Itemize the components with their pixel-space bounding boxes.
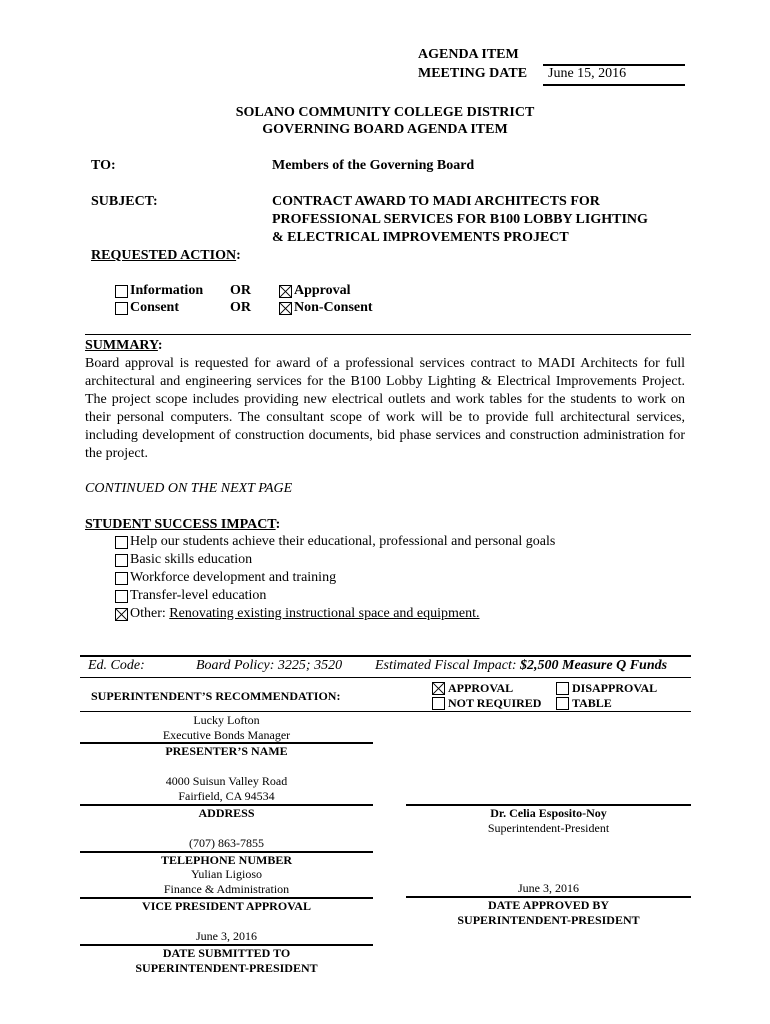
other-checkbox[interactable] bbox=[115, 608, 128, 621]
vp-name: Yulian Ligioso bbox=[191, 867, 262, 881]
transfer-checkbox[interactable] bbox=[115, 590, 128, 603]
district-title: SOLANO COMMUNITY COLLEGE DISTRICT bbox=[235, 105, 535, 120]
rec-approval-label: APPROVAL bbox=[448, 681, 514, 695]
workforce-label: Workforce development and training bbox=[130, 570, 337, 585]
requested-action-colon: : bbox=[236, 248, 241, 263]
superintendent-title: Superintendent-President bbox=[487, 821, 610, 835]
summary-text: Board approval is requested for award of a professional services contract to MADI Architects for full architectural and engineering services for the B100 Lobby Lighting & Electrical Improvements Project. The project scope includes providing new electrical outlets and work tables for the students to work on their personal computers. The consultant scope of work will be to provide full architectural services, including development of construction documents, bid phase services and construction administration for the project. bbox=[85, 356, 685, 461]
basic-skills-label: Basic skills education bbox=[130, 552, 253, 567]
board-policy-label: Board Policy: 3225; 3520 bbox=[196, 658, 343, 673]
ed-code-label: Ed. Code: bbox=[88, 658, 145, 673]
section-divider-1 bbox=[85, 334, 691, 335]
recommendation-label: SUPERINTENDENT’S RECOMMENDATION: bbox=[91, 689, 341, 703]
date-submitted-label-1: DATE SUBMITTED TO bbox=[162, 946, 291, 960]
date-approved-value: June 3, 2016 bbox=[518, 881, 579, 895]
student-success-heading bbox=[85, 517, 280, 533]
presenter-label: PRESENTER’S NAME bbox=[165, 744, 288, 758]
goals-label: Help our students achieve their educational, professional and personal goals bbox=[130, 534, 556, 549]
rec-table-checkbox[interactable] bbox=[556, 697, 569, 710]
summary-heading bbox=[85, 338, 163, 354]
address-line-1: 4000 Suisun Valley Road bbox=[165, 774, 288, 788]
student-success-colon: : bbox=[275, 517, 281, 532]
recommendation-bottom-line bbox=[80, 711, 691, 712]
to-label: TO: bbox=[91, 158, 116, 173]
vp-label: VICE PRESIDENT APPROVAL bbox=[142, 899, 311, 913]
meeting-date-label: MEETING DATE bbox=[418, 66, 528, 81]
address-line-2: Fairfield, CA 94534 bbox=[178, 789, 275, 803]
or-label-2: OR bbox=[230, 300, 251, 315]
non-consent-label: Non-Consent bbox=[294, 300, 373, 315]
or-label-1: OR bbox=[230, 283, 251, 298]
address-label: ADDRESS bbox=[198, 806, 255, 820]
rec-not-required-label: NOT REQUIRED bbox=[448, 696, 542, 710]
consent-checkbox[interactable] bbox=[115, 302, 128, 315]
other-value: Renovating existing instructional space and equipment. bbox=[169, 606, 480, 621]
rec-disapproval-label: DISAPPROVAL bbox=[572, 681, 658, 695]
other-row bbox=[130, 606, 480, 622]
approval-label: Approval bbox=[294, 283, 351, 298]
information-checkbox[interactable] bbox=[115, 285, 128, 298]
meeting-date-value: June 15, 2016 bbox=[548, 66, 627, 81]
date-submitted-value: June 3, 2016 bbox=[196, 929, 257, 943]
board-item-title: GOVERNING BOARD AGENDA ITEM bbox=[262, 122, 508, 137]
to-value: Members of the Governing Board bbox=[272, 158, 475, 173]
codes-bottom-line bbox=[80, 677, 691, 678]
date-submitted-label-2: SUPERINTENDENT-PRESIDENT bbox=[135, 961, 318, 975]
fiscal-impact-row bbox=[375, 658, 667, 674]
codes-top-line bbox=[80, 655, 691, 657]
fiscal-impact-label: Estimated Fiscal Impact: bbox=[375, 658, 517, 673]
consent-label: Consent bbox=[130, 300, 180, 315]
requested-action-label: REQUESTED ACTION bbox=[91, 248, 237, 263]
summary-colon: : bbox=[157, 338, 163, 353]
approval-checkbox[interactable] bbox=[279, 285, 292, 298]
basic-skills-checkbox[interactable] bbox=[115, 554, 128, 567]
agenda-item-label: AGENDA ITEM bbox=[418, 47, 519, 62]
subject-line-1: CONTRACT AWARD TO MADI ARCHITECTS FOR bbox=[272, 194, 600, 209]
vp-dept: Finance & Administration bbox=[163, 882, 290, 896]
subject-line-3: & ELECTRICAL IMPROVEMENTS PROJECT bbox=[272, 230, 569, 245]
rec-disapproval-checkbox[interactable] bbox=[556, 682, 569, 695]
non-consent-checkbox[interactable] bbox=[279, 302, 292, 315]
requested-action-heading bbox=[91, 248, 241, 264]
superintendent-name: Dr. Celia Esposito-Noy bbox=[490, 806, 607, 820]
summary-label: SUMMARY bbox=[85, 338, 158, 353]
student-success-label: STUDENT SUCCESS IMPACT bbox=[85, 517, 276, 532]
presenter-title: Executive Bonds Manager bbox=[162, 728, 291, 742]
transfer-label: Transfer-level education bbox=[130, 588, 267, 603]
telephone-label: TELEPHONE NUMBER bbox=[160, 853, 292, 867]
date-approved-label-1: DATE APPROVED BY bbox=[487, 898, 610, 912]
subject-label: SUBJECT: bbox=[91, 194, 158, 209]
workforce-checkbox[interactable] bbox=[115, 572, 128, 585]
rec-not-required-checkbox[interactable] bbox=[432, 697, 445, 710]
telephone-value: (707) 863-7855 bbox=[189, 836, 264, 850]
goals-checkbox[interactable] bbox=[115, 536, 128, 549]
presenter-name: Lucky Lofton bbox=[193, 713, 260, 727]
fiscal-impact-value: $2,500 Measure Q Funds bbox=[520, 658, 668, 673]
continued-note: CONTINUED ON THE NEXT PAGE bbox=[85, 481, 293, 496]
meeting-date-underline bbox=[543, 84, 685, 86]
information-label: Information bbox=[130, 283, 204, 298]
date-approved-label-2: SUPERINTENDENT-PRESIDENT bbox=[457, 913, 640, 927]
other-label: Other: bbox=[130, 606, 170, 621]
rec-approval-checkbox[interactable] bbox=[432, 682, 445, 695]
subject-line-2: PROFESSIONAL SERVICES FOR B100 LOBBY LIGHTING bbox=[272, 212, 648, 227]
rec-table-label: TABLE bbox=[572, 696, 612, 710]
